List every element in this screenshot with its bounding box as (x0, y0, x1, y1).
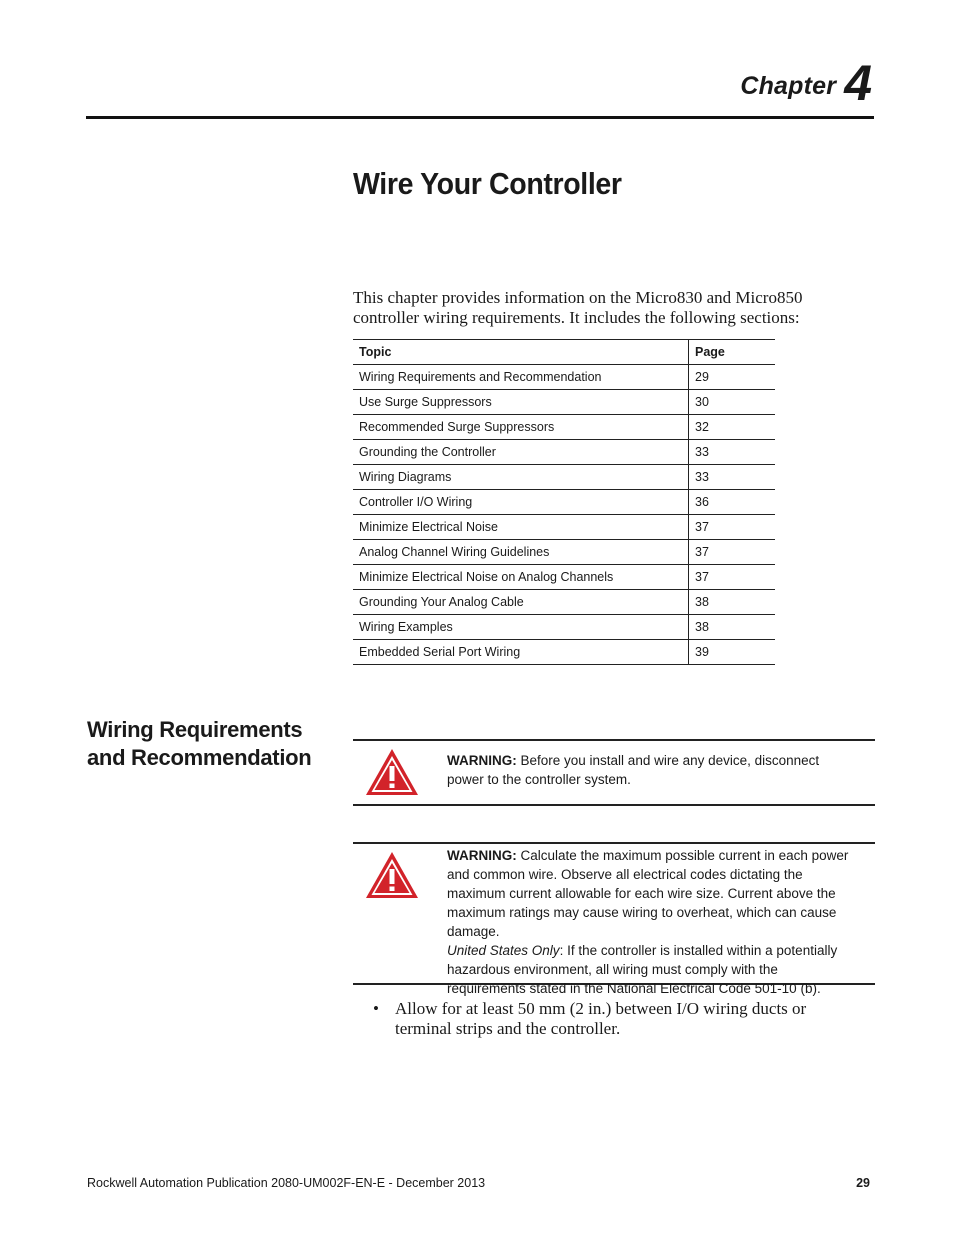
chapter-rule (86, 116, 874, 119)
bullet-list (370, 999, 860, 1039)
warning-box (353, 739, 875, 806)
table-row (353, 465, 775, 490)
topic-cell: Minimize Electrical Noise (353, 515, 689, 540)
warning-text (447, 846, 859, 998)
page-cell: 38 (689, 590, 776, 615)
chapter-heading (572, 55, 872, 111)
page-cell: 38 (689, 615, 776, 640)
topic-cell: Recommended Surge Suppressors (353, 415, 689, 440)
topic-cell: Wiring Diagrams (353, 465, 689, 490)
topic-column-header: Topic (353, 340, 689, 365)
table-row (353, 390, 775, 415)
footer-page-number: 29 (856, 1176, 870, 1190)
topic-cell: Use Surge Suppressors (353, 390, 689, 415)
intro-paragraph: This chapter provides information on the Micro830 and Micro850 controller wiring requirements. It includes the following sections: (353, 288, 803, 327)
list-item (370, 999, 860, 1039)
us-only-label: United States Only (447, 943, 560, 958)
table-row (353, 515, 775, 540)
topic-cell: Wiring Examples (353, 615, 689, 640)
page-cell: 29 (689, 365, 776, 390)
table-row (353, 565, 775, 590)
page-cell: 37 (689, 515, 776, 540)
topic-cell: Grounding Your Analog Cable (353, 590, 689, 615)
table-header-row (353, 340, 775, 365)
page-cell: 36 (689, 490, 776, 515)
topic-cell: Wiring Requirements and Recommendation (353, 365, 689, 390)
chapter-word: Chapter (740, 72, 837, 100)
warning-text (447, 751, 859, 789)
topic-cell: Analog Channel Wiring Guidelines (353, 540, 689, 565)
page-cell: 33 (689, 440, 776, 465)
table-row (353, 615, 775, 640)
page-cell: 32 (689, 415, 776, 440)
topics-table-body (353, 365, 775, 665)
table-row (353, 640, 775, 665)
page-cell: 37 (689, 565, 776, 590)
footer-publication: Rockwell Automation Publication 2080-UM002F-EN-E - December 2013 (87, 1176, 486, 1190)
warning-triangle-icon (363, 746, 421, 798)
warning-box (353, 842, 875, 996)
chapter-number: 4 (844, 55, 872, 111)
us-only-message: : If the controller is installed within a potentially hazardous environment, all wiring must comply with the requirements stated in the National Electrical Code 501-10 (b). (447, 943, 838, 996)
section-title: Wiring Requirements and Recommendation (87, 717, 312, 770)
page-column-header: Page (689, 340, 776, 365)
table-row (353, 365, 775, 390)
table-row (353, 490, 775, 515)
warning-label: WARNING: (447, 753, 517, 768)
warning-triangle-icon (363, 849, 421, 901)
topic-cell: Minimize Electrical Noise on Analog Channels (353, 565, 689, 590)
list-item-text: Allow for at least 50 mm (2 in.) between I/O wiring ducts or terminal strips and the controller. (395, 999, 807, 1038)
warning-message: Before you install and wire any device, disconnect power to the controller system. (447, 753, 820, 787)
topic-cell: Controller I/O Wiring (353, 490, 689, 515)
warning-message: Calculate the maximum possible current in each power and common wire. Observe all electrical codes dictating the maximum current allowable for each wire size. Current above the maximum ratings may cause wiring to overheat, which can cause damage. (447, 848, 849, 939)
warning-label: WARNING: (447, 848, 517, 863)
page-cell: 30 (689, 390, 776, 415)
page-cell: 33 (689, 465, 776, 490)
page-cell: 39 (689, 640, 776, 665)
bullet-icon: • (373, 999, 379, 1018)
table-row (353, 440, 775, 465)
topics-table (353, 339, 775, 665)
page-title: Wire Your Controller (353, 166, 622, 201)
topic-cell: Embedded Serial Port Wiring (353, 640, 689, 665)
table-row (353, 540, 775, 565)
table-row (353, 415, 775, 440)
page-cell: 37 (689, 540, 776, 565)
table-row (353, 590, 775, 615)
topic-cell: Grounding the Controller (353, 440, 689, 465)
